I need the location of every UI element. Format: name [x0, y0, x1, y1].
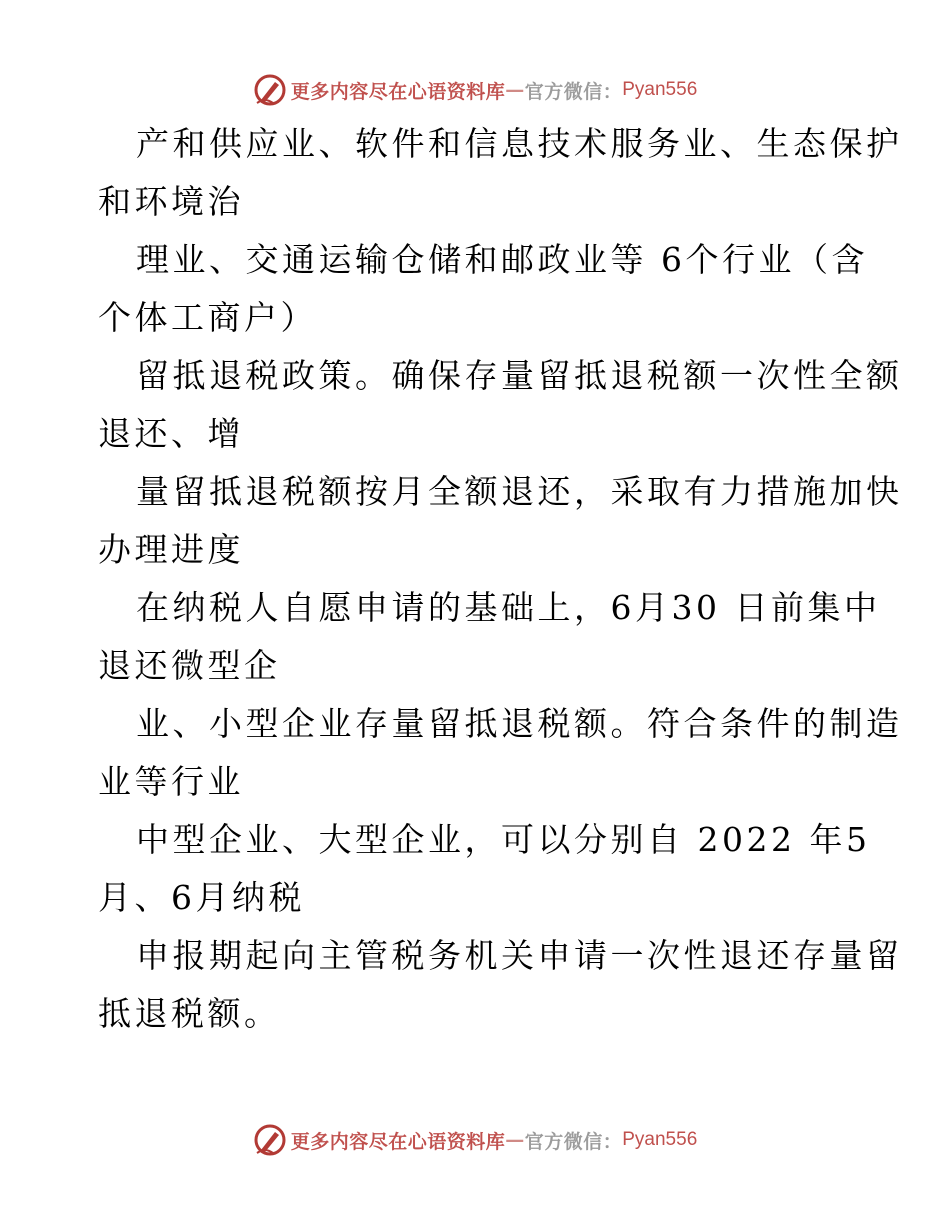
body-line: 办理进度 — [98, 530, 244, 569]
watermark-wechat-label: 官方微信： — [524, 1130, 623, 1153]
header-watermark — [0, 70, 950, 110]
body-line: 在纳税人自愿申请的基础上，6月30 日前集中 — [136, 588, 881, 627]
body-line: 理业、交通运输仓储和邮政业等 6个行业（含 — [136, 240, 868, 279]
feather-pen-icon — [253, 1123, 287, 1157]
body-line: 和环境治 — [98, 182, 244, 221]
footer-watermark — [0, 1120, 950, 1160]
watermark-wechat-id: Pyan556 — [622, 79, 698, 100]
body-line: 业等行业 — [98, 762, 244, 801]
body-line: 申报期起向主管税务机关申请一次性退还存量留 — [136, 936, 903, 975]
body-line: 退还、增 — [98, 414, 244, 453]
watermark-main-text: 更多内容尽在心语资料库 — [290, 1130, 506, 1153]
body-line: 个体工商户） — [98, 298, 317, 337]
feather-pen-icon — [253, 73, 287, 107]
body-line: 抵退税额。 — [98, 994, 281, 1033]
body-line: 退还微型企 — [98, 646, 281, 685]
watermark-main-text: 更多内容尽在心语资料库 — [290, 80, 506, 103]
watermark-dash: — — [505, 1129, 525, 1151]
watermark-wechat-label: 官方微信： — [524, 80, 623, 103]
body-line: 业、小型企业存量留抵退税额。符合条件的制造 — [136, 704, 903, 743]
body-line: 月、6月纳税 — [98, 878, 305, 917]
body-line: 留抵退税政策。确保存量留抵退税额一次性全额 — [136, 356, 903, 395]
watermark-wechat-id: Pyan556 — [622, 1129, 698, 1150]
body-line: 中型企业、大型企业，可以分别自 2022 年5 — [136, 820, 871, 859]
body-line: 产和供应业、软件和信息技术服务业、生态保护 — [136, 124, 903, 163]
body-line: 量留抵退税额按月全额退还，采取有力措施加快 — [136, 472, 903, 511]
watermark-dash: — — [505, 79, 525, 101]
